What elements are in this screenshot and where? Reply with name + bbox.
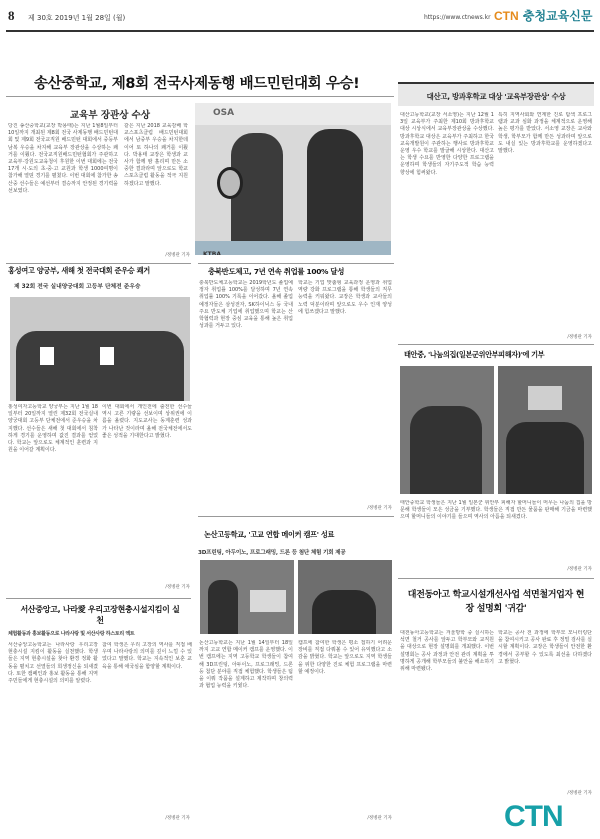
students xyxy=(312,590,376,634)
monitor xyxy=(250,590,286,612)
main-body-col2: 같은 지난 2018 교육감배 학교스포츠클럽 배드민턴대회에서 남중부 우승을 차지한데 이어 또 하나의 쾌거를 이뤘다. 박용태 교장은 학생과 교사가 함께 땀 흘리며 만든 소중한 결과라며 앞으로도 학교스포츠클럽 활동을 적극 지원하겠다고 말했다. xyxy=(124,123,188,187)
divider xyxy=(398,578,594,579)
hongseong-body-col1: 홍성여자고등학교 양궁부는 지난 1월 18일부터 20일까지 열린 제32회 전국실내양궁대회 고등부 단체전에서 준우승을 차지했다. 선수들은 새해 첫 대회에서 침착하게 경기를 운영하며 값진 결과를 얻었다. 학교는 앞으로도 체계적인 훈련과 지원을 이어갈 계획이다. xyxy=(8,404,98,454)
students xyxy=(410,406,482,494)
tilebar-label: KTBA xyxy=(203,251,221,255)
daesan-body-col2: 특히 지역사회와 연계한 진로 탐색 프로그램과 교과 심화 과정을 체계적으로 운영해 높은 평가를 받았다. 서소영 교장은 교사와 학생, 학부모가 함께 만든 성과라며 앞으로도 내실 있는 방과후학교를 운영하겠다고 말했다. xyxy=(498,112,592,155)
seosan-subtitle: 체험활동과 홍보활동으로 나라사랑 및 서산사랑 하스토리 엑트 xyxy=(8,631,135,637)
nonsan-photo-2 xyxy=(298,560,392,634)
taean-body: 태안중학교 학생들은 지난 1월 일본군 위안부 피해자 할머니들이 머무는 나눔의 집을 방문해 학생들이 모은 성금을 기부했다. 학생들은 직접 만든 물품을 판매해 기금을 마련했으며 할머니들의 이야기를 들으며 역사의 아픔을 되새겼다. xyxy=(400,500,592,521)
chungbuk-body-col1: 충북반도체고등학교는 2019학년도 졸업예정자 취업률 100%를 달성하며 7년 연속 취업률 100% 기록을 이어갔다. 올해 졸업예정자들은 삼성전자, SK하이닉스 등 국내 주요 반도체 기업에 취업했으며 학교는 산학협력과 현장 중심 교육을 통해 높은 취업 성과를 거두고 있다. xyxy=(199,280,293,330)
main-headline: 송산중학교, 제8회 전국사제동행 배드민턴대회 우승! xyxy=(34,76,360,92)
photo-tilebar xyxy=(195,241,391,255)
divider xyxy=(6,598,191,599)
racket-icon xyxy=(217,167,243,199)
daesan-signature: /정병관 기자 xyxy=(567,335,592,340)
main-body-col1: 당진 송산중학교(교장 박용태)는 지난 1월8일부터 10일까지 개최된 제8회 전국 사제동행 배드민턴대회 및 제9회 전국교직원 배드민턴 대회에서 중등부 남복 우승을 차지해 교육부 장관상을 수상하는 쾌거를 이뤘다. 전국교직원배드민턴협회가 주관하고 교육부·강원도교육청이 후원한 이번 대회에는 전국 17개 시·도의 초·중·고 교원과 학생 1000여명이 참가해 열띤 경기를 펼쳤다. 이번 대회에 참가한 송산중 선수들은 예선부터 결승까지 안정된 경기력을 선보였다. xyxy=(8,123,118,194)
nonsan-photo-1 xyxy=(200,560,294,634)
hongseong-signature: /정병관 기자 xyxy=(165,585,190,590)
student xyxy=(208,580,238,634)
students xyxy=(506,422,584,494)
divider xyxy=(398,344,594,345)
group-people xyxy=(16,331,184,401)
daesan-title: 대산고, 방과후학교 대상 '교육부장관상' 수상 xyxy=(426,92,566,101)
daejeon-body-col2: 학교는 공사 전 과정에 학부모 모니터링단을 참여시키고 공사 완료 후 정밀 검사를 실시할 계획이다. 교장은 학생들이 안전한 환경에서 공부할 수 있도록 최선을 다하겠다고 밝혔다. xyxy=(498,630,592,665)
daesan-title-bar xyxy=(398,82,594,106)
divider xyxy=(6,96,394,97)
page-number: 8 xyxy=(8,8,15,23)
daejeon-signature: /정병관 기자 xyxy=(567,791,592,796)
player-right xyxy=(307,129,363,251)
daesan-body-col1: 대산고등학교(교장 서소영)는 지난 12월 13일 교육부가 주최한 제10회 방과후학교 대상 시상식에서 교육부장관상을 수상했다. 방과후학교 대상은 교육부가 주최하고 한국교육개발원이 주관하는 행사로 방과후학교 운영 우수 학교를 발굴해 시상한다. 대산고는 학생 수요를 반영한 다양한 프로그램을 운영하며 학생들의 자기주도적 학습 능력 향상에 힘써왔다. xyxy=(400,112,494,176)
certificate xyxy=(100,347,114,365)
poster xyxy=(528,386,562,410)
chungbuk-signature: /정병관 기자 xyxy=(367,506,392,511)
footer-logo: CTN xyxy=(504,800,563,833)
divider xyxy=(198,516,394,517)
seosan-body-col2: 참여 학생은 우리 고장의 역사를 직접 배우며 나라사랑의 의미를 깊이 느낄 수 있었다고 말했다. 학교는 지속적인 보훈 교육을 통해 애국심을 함양할 계획이다. xyxy=(102,642,192,670)
main-signature: /정병관 기자 xyxy=(165,253,190,258)
issue-date: 제 30호 2019년 1월 28일 (월) xyxy=(28,14,126,22)
seosan-title: 서산중앙고, 나라愛 우리고장현충시설지킴이 실천 xyxy=(20,605,180,625)
hongseong-title: 홍성여고 양궁부, 새해 첫 전국대회 준우승 쾌거 xyxy=(8,266,150,275)
taean-title: 태안중, '나눔의집(일본군위안부피해자)'에 기부 xyxy=(404,350,545,359)
site-url[interactable]: https://www.ctnews.kr xyxy=(424,14,491,21)
nonsan-subtitle: 3D프린팅, 아두이노, 프로그래밍, 드론 등 첨단 체험 기회 제공 xyxy=(198,550,346,556)
main-photo xyxy=(195,103,391,255)
chungbuk-title: 충북반도체고, 7년 연속 취업률 100% 달성 xyxy=(208,267,345,276)
taean-signature: /정병관 기자 xyxy=(567,567,592,572)
main-subhead: 교육부 장관상 수상 xyxy=(70,110,151,121)
divider xyxy=(198,263,394,264)
photo-banner xyxy=(195,103,391,125)
taean-photo-2 xyxy=(498,366,592,494)
page-header xyxy=(6,4,594,32)
masthead-logo xyxy=(494,7,592,24)
daejeon-title: 대전동아고 학교시설개선사업 석면철거업자 현장 설명회 '귀감' xyxy=(407,590,585,614)
hongseong-subtitle: 제 32회 전국 실내양궁대회 고등부 단체전 준우승 xyxy=(14,284,141,290)
logo-text: 충청교육신문 xyxy=(522,9,593,23)
chungbuk-body-col2: 학교는 기업 맞춤형 교육과정 운영과 취업 역량 강화 프로그램을 통해 학생들의 직무 능력을 키워왔다. 교장은 학생과 교사들의 노력 덕분이라며 앞으로도 우수 인재 양성에 힘쓰겠다고 말했다. xyxy=(298,280,392,315)
banner-label: OSA xyxy=(213,108,235,118)
nonsan-title: 논산고등학교, '고교 연합 메이커 캠프' 성료 xyxy=(204,530,335,539)
taean-photo-1 xyxy=(400,366,494,494)
hongseong-photo xyxy=(10,297,190,401)
seosan-body-col1: 서산중앙고등학교는 나라사랑 우리고장 현충시설 지킴이 활동을 실천했다. 학생들은 지역 현충시설을 찾아 환경 정화 활동을 펼치고 선열들의 희생정신을 되새겼다. 또한 캠페인과 홍보 활동을 통해 지역 주민들에게 현충시설의 의미를 알렸다. xyxy=(8,642,98,685)
daejeon-body-col1: 대전동아고등학교는 겨울방학 중 실시하는 석면 철거 공사를 앞두고 학부모와 교직원을 대상으로 현장 설명회를 개최했다. 이번 설명회는 공사 과정과 안전 관리 계획을 투명하게 공개해 학부모들의 불안을 해소하기 위해 마련됐다. xyxy=(400,630,494,673)
nonsan-body-col1: 논산고등학교는 지난 1월 14일부터 18일까지 고교 연합 메이커 캠프를 운영했다. 이번 캠프에는 지역 고등학교 학생들이 참여해 3D프린팅, 아두이노, 프로그래밍, 드론 등 첨단 분야를 직접 체험했다. 학생들은 팀을 이뤄 작품을 설계하고 제작하며 창의력과 협업 능력을 키웠다. xyxy=(199,640,293,690)
hongseong-body-col2: 이번 대회에서 개인전에 출전한 선수들 역시 고른 기량을 선보이며 상위권에 이름을 올렸다. 지도교사는 동계훈련 성과가 나타난 것이라며 올해 전국체전에서도 좋은 성적을 기대한다고 밝혔다. xyxy=(102,404,192,439)
logo-ctn: CTN xyxy=(494,9,519,23)
nonsan-body-col2: 캠프에 참여한 학생은 평소 접하기 어려운 장비를 직접 다뤄볼 수 있어 유익했다고 소감을 밝혔다. 학교는 앞으로도 지역 학생들을 위한 다양한 진로 체험 프로그램을 마련할 예정이다. xyxy=(298,640,392,675)
divider xyxy=(6,263,191,264)
seosan-signature: /정병관 기자 xyxy=(165,816,190,821)
certificate xyxy=(40,347,54,365)
nonsan-signature: /정병관 기자 xyxy=(367,816,392,821)
